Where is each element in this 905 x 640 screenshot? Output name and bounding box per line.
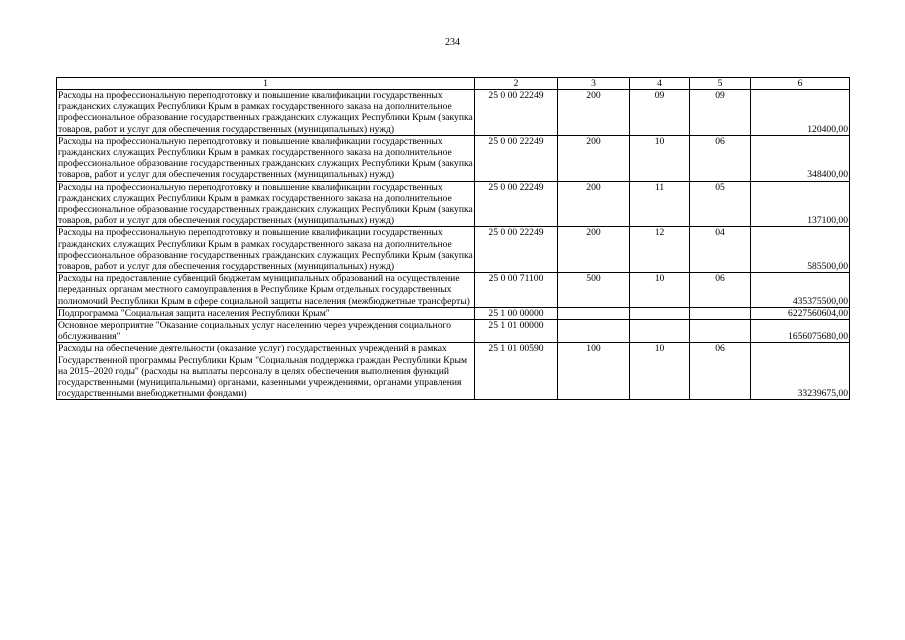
row-target-article-code: 25 1 01 00000 [475,320,558,343]
table-row [57,135,850,181]
row-amount: 120400,00 [751,90,850,136]
table-row [57,90,850,136]
table-row [57,320,850,343]
row-expense-type-code: 200 [558,227,630,273]
row-description: Расходы на профессиональную переподготовку и повышение квалификации государственных гражданских служащих Республики Крым в рамках государственного заказа на дополнительное профессиональное образование государственных гражданских служащих Республики Крым (закупка товаров, работ и услуг для обеспечения государственных (муниципальных) нужд) [58,227,473,273]
row-section-code: 10 [630,343,690,400]
row-description: Подпрограмма "Социальная защита населения Республики Крым" [57,307,475,319]
row-target-article-code: 25 0 00 22249 [475,90,558,136]
table-body [57,78,850,400]
column-number-5: 5 [690,78,751,90]
row-expense-type-code [558,307,630,319]
row-subsection-code: 06 [690,343,751,400]
table-row [57,273,850,308]
row-description: Расходы на профессиональную переподготовку и повышение квалификации государственных гражданских служащих Республики Крым в рамках государственного заказа на дополнительное профессиональное образование государственных гражданских служащих Республики Крым (закупка товаров, работ и услуг для обеспечения государственных (муниципальных) нужд) [58,181,473,227]
row-amount: 348400,00 [751,135,850,181]
row-expense-type-code: 200 [558,135,630,181]
page-number: 234 [445,37,460,48]
row-section-code [630,307,690,319]
row-section-code: 09 [630,90,690,136]
row-target-article-code: 25 0 00 71100 [475,273,558,308]
row-amount: 435375500,00 [751,273,850,308]
column-number-1: 1 [57,78,475,90]
row-subsection-code [690,307,751,319]
column-number-6: 6 [751,78,850,90]
table-row [57,227,850,273]
row-expense-type-code: 200 [558,90,630,136]
row-amount: 33239675,00 [751,343,850,400]
row-subsection-code: 05 [690,181,751,227]
row-subsection-code: 06 [690,135,751,181]
row-amount: 137100,00 [751,181,850,227]
row-amount: 585500,00 [751,227,850,273]
column-number-2: 2 [475,78,558,90]
budget-table [56,77,850,400]
table-row [57,343,850,400]
row-amount: 6227560604,00 [751,307,850,319]
row-subsection-code: 06 [690,273,751,308]
row-description: Расходы на предоставление субвенций бюджетам муниципальных образований на осуществление переданных органам местного самоуправления в Республике Крым отдельных государственных полномочий Республики Крым в сфере социальной защиты населения (межбюджетные трансферты) [57,273,475,308]
column-number-4: 4 [630,78,690,90]
row-section-code [630,320,690,343]
row-expense-type-code: 100 [558,343,630,400]
row-target-article-code: 25 0 00 22249 [475,135,558,181]
row-target-article-code: 25 1 01 00590 [475,343,558,400]
row-description: Расходы на профессиональную переподготовку и повышение квалификации государственных гражданских служащих Республики Крым в рамках государственного заказа на дополнительное профессиональное образование государственных гражданских служащих Республики Крым (закупка товаров, работ и услуг для обеспечения государственных (муниципальных) нужд) [58,90,473,135]
row-description: Расходы на профессиональную переподготовку и повышение квалификации государственных гражданских служащих Республики Крым в рамках государственного заказа на дополнительное профессиональное образование государственных гражданских служащих Республики Крым (закупка товаров, работ и услуг для обеспечения государственных (муниципальных) нужд) [58,135,473,181]
column-number-3: 3 [558,78,630,90]
column-number-header-row [57,78,850,90]
row-description: Основное мероприятие "Оказание социальных услуг населению через учреждения социального обслуживания" [57,320,475,343]
row-target-article-code: 25 0 00 22249 [475,227,558,273]
row-expense-type-code: 200 [558,181,630,227]
row-subsection-code: 04 [690,227,751,273]
row-subsection-code: 09 [690,90,751,136]
row-amount: 1656075680,00 [751,320,850,343]
table-row [57,181,850,227]
row-section-code: 10 [630,273,690,308]
row-description: Расходы на обеспечение деятельности (оказание услуг) государственных учреждений в рамках Государственной программы Республики Крым "Социальная поддержка граждан Республики Крым на 2015–2020 годы" (расходы на выплаты персоналу в целях обеспечения выполнения функций государственными (муниципальными) органами, казенными учреждениями, органами управления государственными внебюджетными фондами) [57,343,475,400]
row-target-article-code: 25 1 00 00000 [475,307,558,319]
row-target-article-code: 25 0 00 22249 [475,181,558,227]
row-expense-type-code: 500 [558,273,630,308]
row-expense-type-code [558,320,630,343]
row-section-code: 11 [630,181,690,227]
row-section-code: 12 [630,227,690,273]
row-subsection-code [690,320,751,343]
row-section-code: 10 [630,135,690,181]
table-row [57,307,850,319]
